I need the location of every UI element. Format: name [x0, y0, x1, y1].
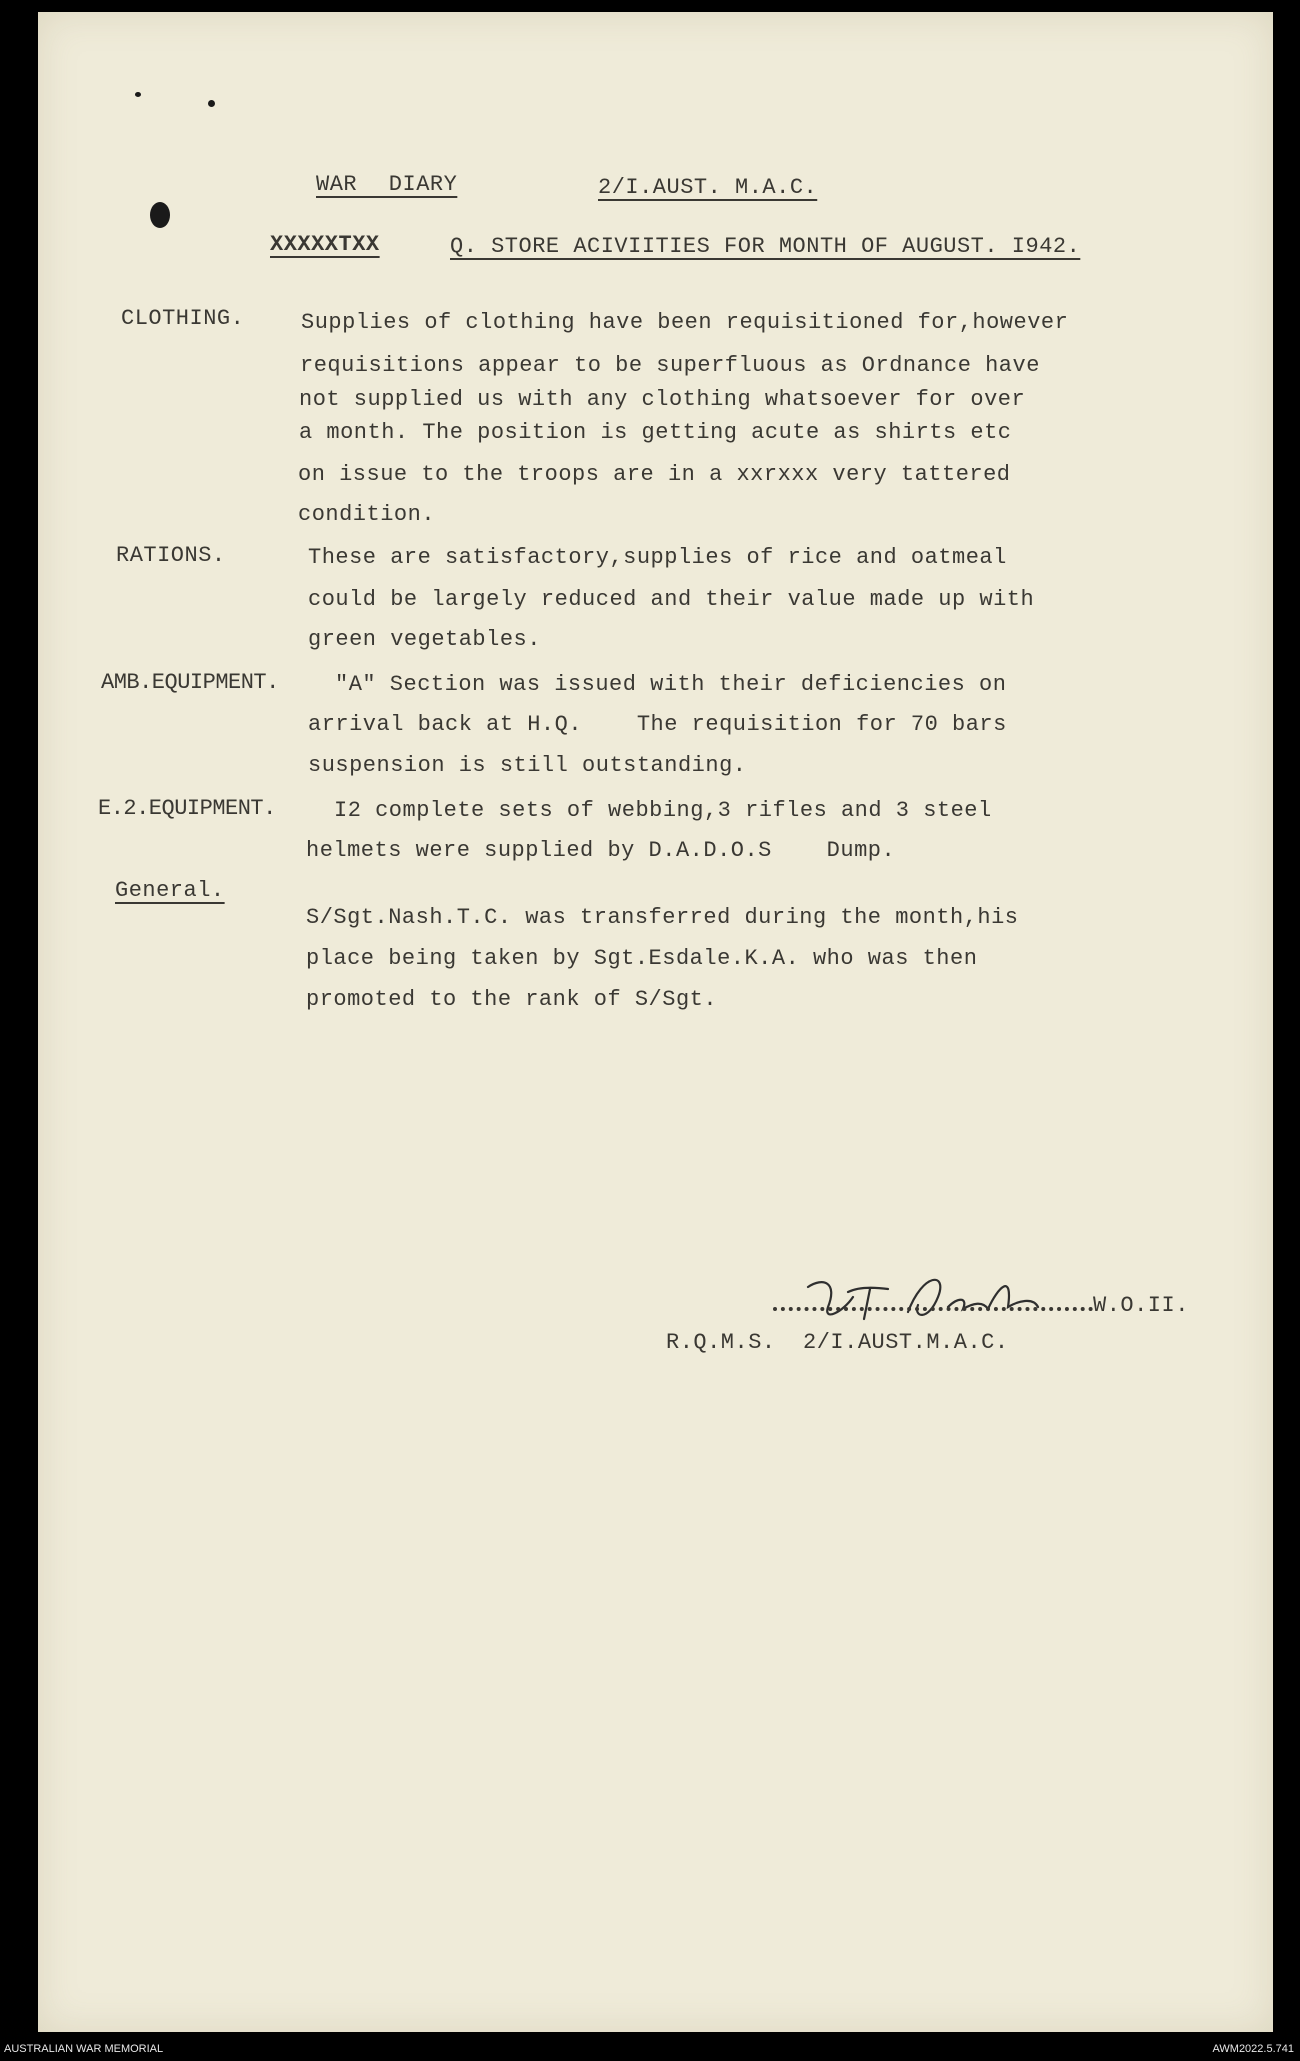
- signature-rank: W.O.II.: [1093, 1293, 1189, 1318]
- clothing-line: Supplies of clothing have been requisitioned for,however: [301, 310, 1069, 335]
- footer-left: AUSTRALIAN WAR MEMORIAL: [4, 2043, 164, 2055]
- rations-line: could be largely reduced and their value made up with: [308, 587, 1035, 612]
- punch-hole: [150, 202, 170, 228]
- clothing-line: not supplied us with any clothing whatsoever for over: [299, 387, 1026, 412]
- struck-out-text: XXXXXTXX: [270, 232, 380, 257]
- amb-equipment-line: suspension is still outstanding.: [308, 753, 747, 778]
- handwritten-signature: [798, 1267, 1098, 1337]
- signature-dotted-line: [773, 1307, 1093, 1311]
- general-line: S/Sgt.Nash.T.C. was transferred during the month,his: [306, 905, 1019, 930]
- amb-equipment-line: arrival back at H.Q. The requisition for 70 bars: [308, 712, 1007, 737]
- e2-equipment-line: I2 complete sets of webbing,3 rifles and 3 steel: [334, 798, 992, 823]
- e2-equipment-line: helmets were supplied by D.A.D.O.S Dump.: [306, 838, 896, 863]
- general-line: place being taken by Sgt.Esdale.K.A. who was then: [306, 946, 978, 971]
- clothing-line: a month. The position is getting acute as shirts etc: [299, 420, 1012, 445]
- clothing-line: condition.: [298, 502, 436, 527]
- war-diary-heading: WAR DIARY: [316, 172, 458, 197]
- section-heading-general: General.: [115, 878, 225, 903]
- footer-right: AWM2022.5.741: [1212, 2043, 1294, 2055]
- section-heading-amb-equipment: AMB.EQUIPMENT.: [101, 670, 279, 695]
- amb-equipment-line: "A" Section was issued with their deficiencies on: [335, 672, 1007, 697]
- section-heading-e2-equipment: E.2.EQUIPMENT.: [98, 796, 276, 821]
- subject-heading: Q. STORE ACIVIITIES FOR MONTH OF AUGUST. I942.: [450, 234, 1081, 259]
- rations-line: These are satisfactory,supplies of rice and oatmeal: [308, 545, 1007, 570]
- signature-text: N.T. Sealy: [798, 1267, 805, 1268]
- punch-mark: [208, 100, 215, 107]
- section-heading-rations: RATIONS.: [116, 543, 226, 568]
- punch-mark: [135, 92, 141, 97]
- clothing-line: requisitions appear to be superfluous as Ordnance have: [300, 353, 1040, 378]
- document-page: [38, 12, 1273, 2032]
- section-heading-clothing: CLOTHING.: [121, 306, 245, 331]
- rations-line: green vegetables.: [308, 627, 541, 652]
- clothing-line: on issue to the troops are in a xxrxxx very tattered: [298, 462, 1011, 487]
- unit-heading: 2/I.AUST. M.A.C.: [598, 175, 818, 200]
- signature-title: R.Q.M.S. 2/I.AUST.M.A.C.: [666, 1330, 1009, 1355]
- general-line: promoted to the rank of S/Sgt.: [306, 987, 718, 1012]
